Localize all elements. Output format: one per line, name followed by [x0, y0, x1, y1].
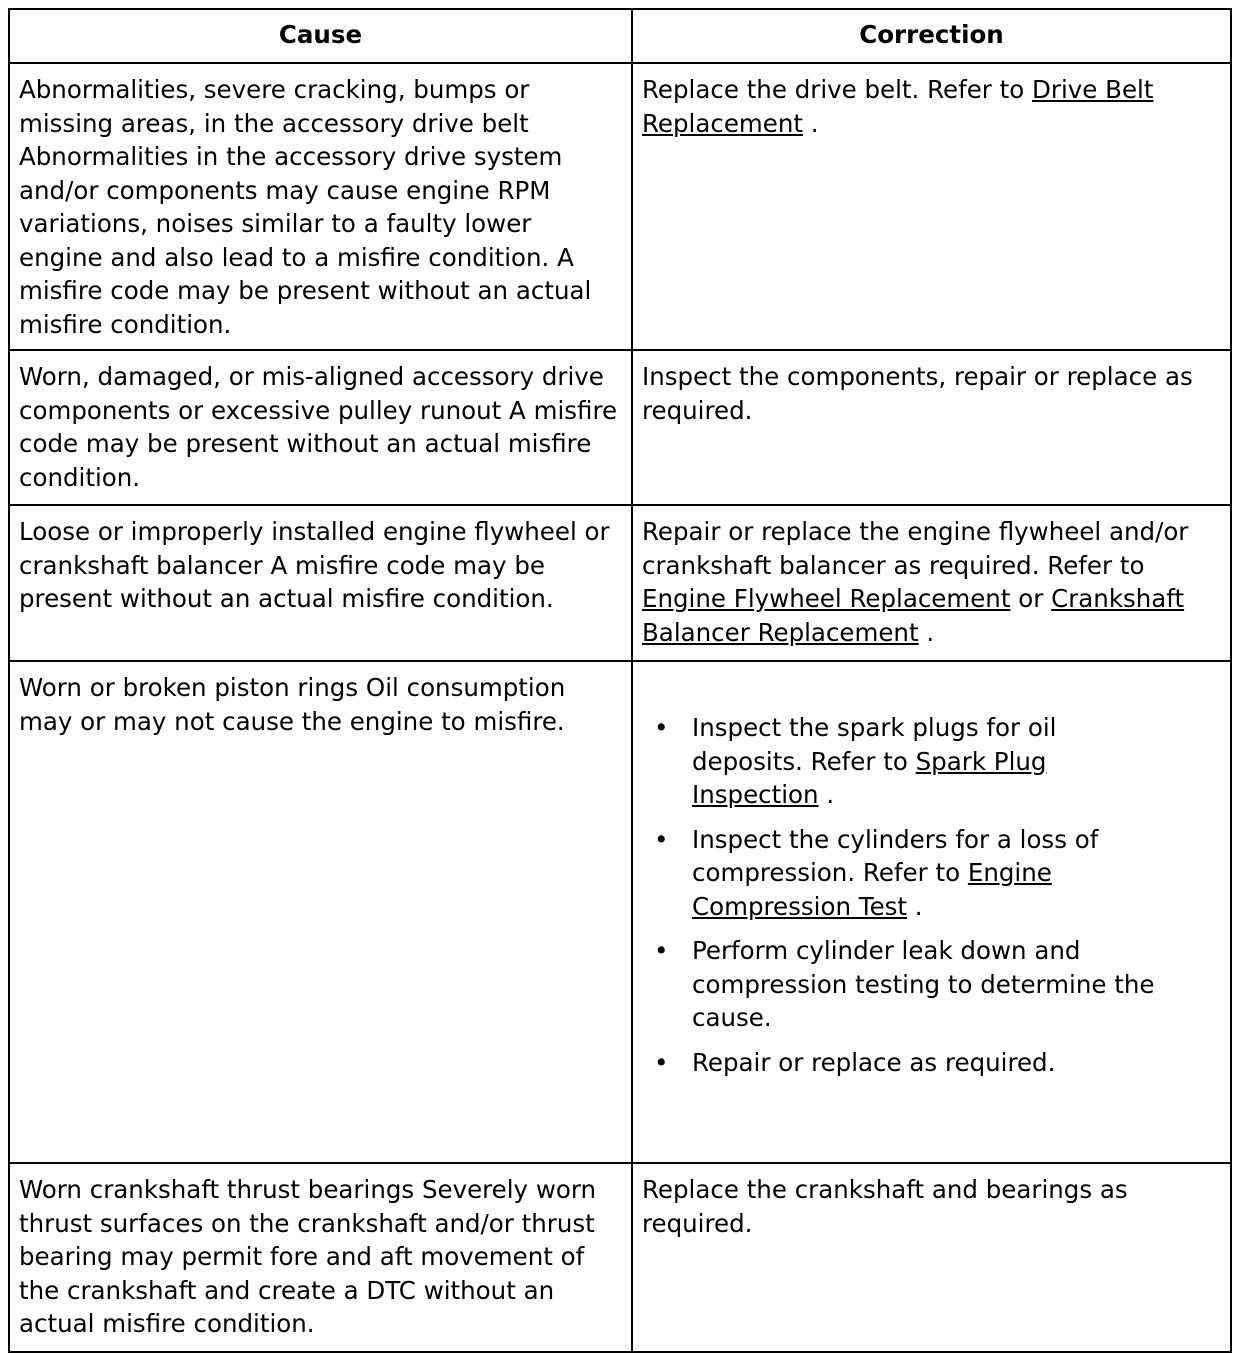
correction-text: Replace the drive belt. Refer to	[642, 75, 1033, 104]
cause-cell: Worn or broken piston rings Oil consumption may or may not cause the engine to misfire.	[9, 661, 632, 1163]
correction-cell: Inspect the components, repair or replace as required.	[632, 350, 1231, 505]
engine-flywheel-replacement-link[interactable]: Engine Flywheel Replacement	[642, 584, 1011, 613]
correction-cell: Replace the crankshaft and bearings as required.	[632, 1163, 1231, 1352]
correction-cell	[632, 661, 1231, 1163]
correction-text: Repair or replace the engine flywheel and/or crankshaft balancer as required. Refer to	[642, 517, 1189, 580]
cause-cell: Loose or improperly installed engine flywheel or crankshaft balancer A misfire code may be present without an actual misfire condition.	[9, 505, 632, 661]
drive-belt-replacement-link[interactable]: Drive Belt Replacement	[642, 75, 1154, 138]
engine-compression-test-link[interactable]: Engine Compression Test	[692, 858, 1052, 921]
bullet-item	[692, 823, 1221, 924]
bullet-text: Inspect the spark plugs for oil deposits. Refer to	[692, 713, 1057, 776]
correction-text: .	[918, 617, 935, 647]
table-row	[9, 661, 1231, 1163]
bullet-item	[692, 711, 1221, 812]
header-correction: Correction	[632, 9, 1231, 63]
correction-cell	[632, 505, 1231, 661]
table-row	[9, 350, 1231, 505]
bullet-text: Inspect the cylinders for a loss of compression. Refer to	[692, 824, 1099, 887]
bullet-item: • Perform cylinder leak down and compression testing to determine the cause.	[692, 934, 1221, 1035]
bullet-item: • Repair or replace as required.	[692, 1046, 1221, 1080]
cause-cell: Abnormalities, severe cracking, bumps or missing areas, in the accessory drive belt Abnormalities in the accessory drive system and/or components may cause engine RPM variations, noises similar to a faulty lower engine and also lead to a misfire condition. A misfire code may be present without an actual misfire condition.	[9, 63, 632, 350]
cause-correction-table	[8, 8, 1232, 1353]
correction-text: or	[1010, 584, 1052, 613]
header-cause: Cause	[9, 9, 632, 63]
table-row	[9, 1163, 1231, 1352]
table-header-row	[9, 9, 1231, 63]
correction-text: .	[803, 108, 819, 138]
bullet-text: .	[818, 780, 835, 809]
crankshaft-balancer-replacement-link[interactable]: Crankshaft Balancer Replacement	[642, 584, 1185, 647]
spark-plug-inspection-link[interactable]: Spark Plug Inspection	[692, 746, 1047, 809]
cause-cell: Worn, damaged, or mis-aligned accessory drive components or excessive pulley runout A misfire code may be present without an actual misfire condition.	[9, 350, 632, 505]
table-row	[9, 505, 1231, 661]
bullet-text: .	[907, 891, 923, 921]
table-row	[9, 63, 1231, 350]
correction-cell	[632, 63, 1231, 350]
correction-bullet-list	[642, 711, 1221, 1079]
cause-cell: Worn crankshaft thrust bearings Severely worn thrust surfaces on the crankshaft and/or thrust bearing may permit fore and aft movement of the crankshaft and create a DTC without an actual misfire condition.	[9, 1163, 632, 1352]
